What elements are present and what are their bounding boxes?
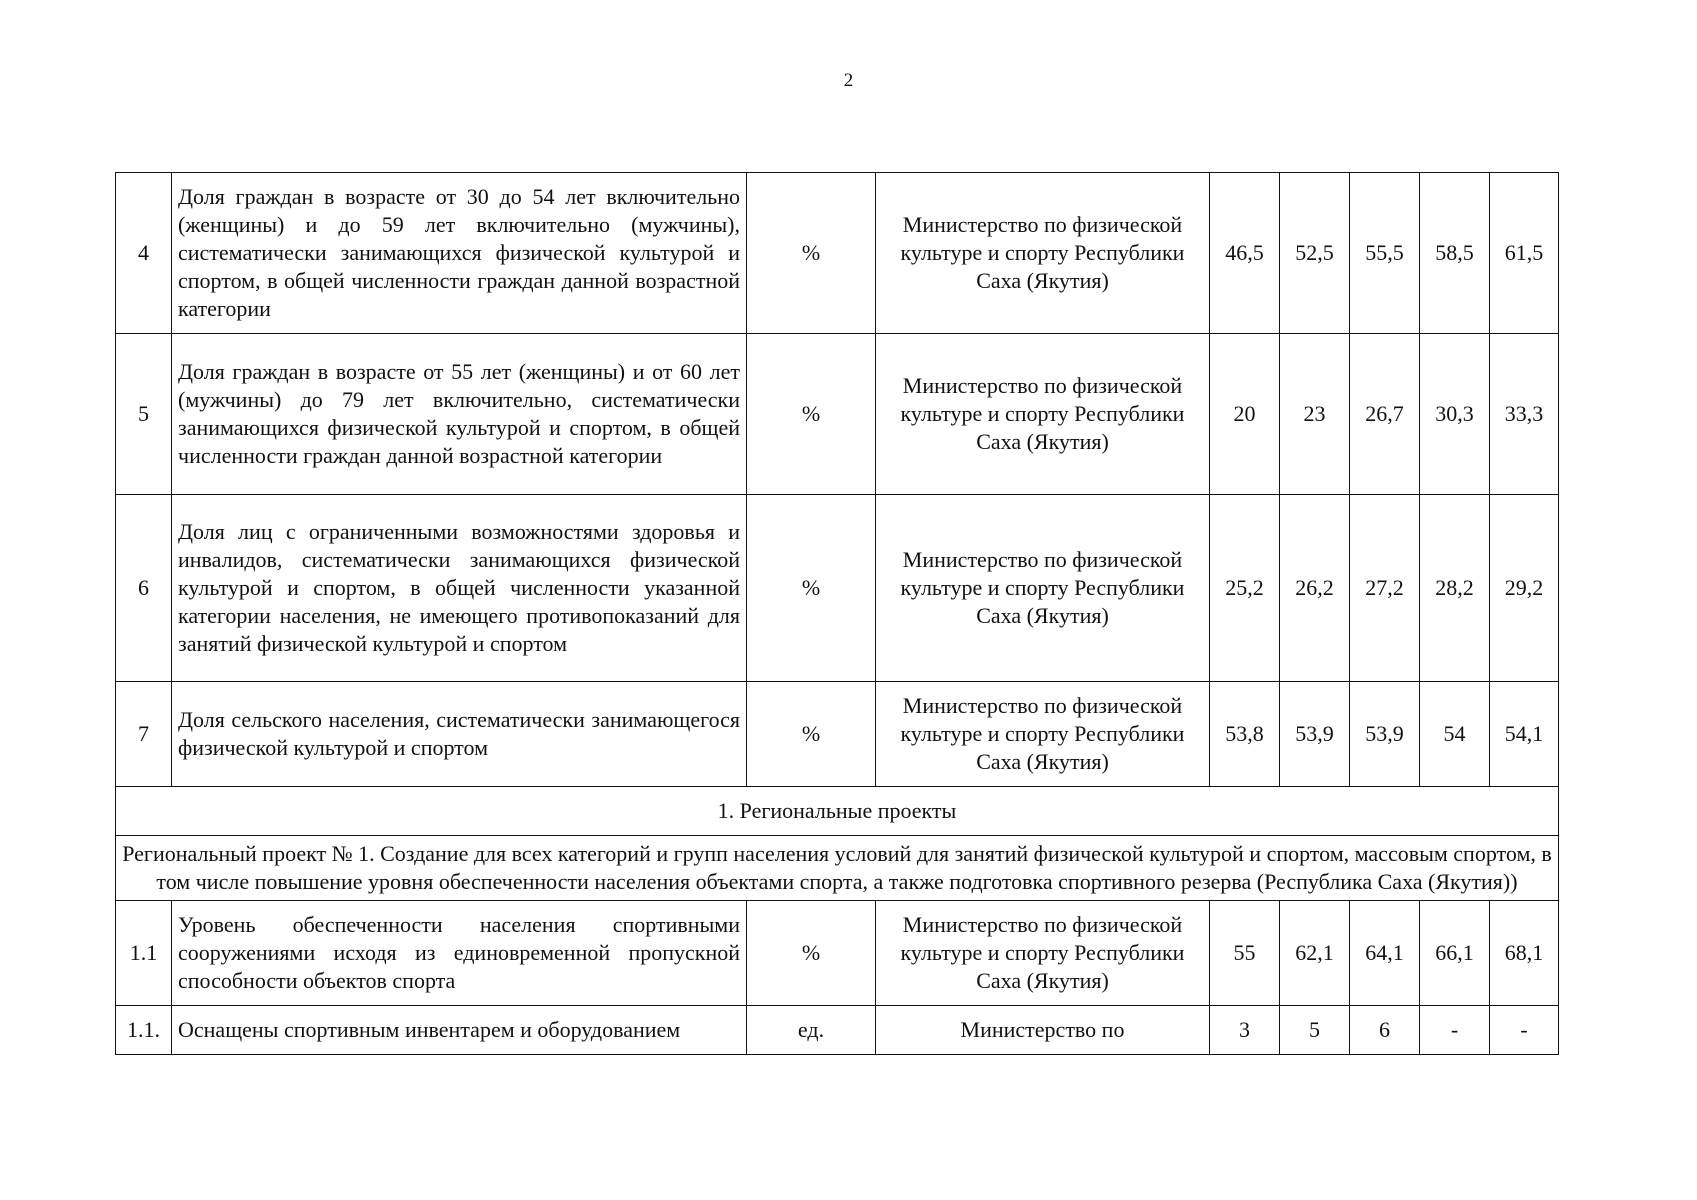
- table-row: [116, 495, 1559, 682]
- value-cell: 46,5: [1210, 173, 1280, 334]
- value-cell: 62,1: [1280, 901, 1350, 1006]
- table-row: [116, 1006, 1559, 1055]
- value-cell: 25,2: [1210, 495, 1280, 682]
- value-cell: -: [1490, 1006, 1559, 1055]
- unit-cell: %: [747, 495, 876, 682]
- value-cell: 53,8: [1210, 682, 1280, 787]
- table-row: [116, 682, 1559, 787]
- value-cell: 27,2: [1350, 495, 1420, 682]
- unit-cell: ед.: [747, 1006, 876, 1055]
- unit-cell: %: [747, 173, 876, 334]
- value-cell: 52,5: [1280, 173, 1350, 334]
- value-cell: 68,1: [1490, 901, 1559, 1006]
- indicator-name: Доля граждан в возрасте от 30 до 54 лет включительно (женщины) и до 59 лет включительно (мужчины), систематически занимающихся физической культурой и спортом, в общей численности граждан данной возрастной категории: [172, 173, 747, 334]
- row-number: 6: [116, 495, 172, 682]
- page-number: 2: [843, 70, 854, 91]
- row-number: 1.1: [116, 901, 172, 1006]
- row-number: 5: [116, 334, 172, 495]
- value-cell: 30,3: [1420, 334, 1490, 495]
- indicator-name: Уровень обеспеченности населения спортивными сооружениями исходя из единовременной пропускной способности объектов спорта: [172, 901, 747, 1006]
- indicator-name: Доля лиц с ограниченными возможностями здоровья и инвалидов, систематически занимающихся физической культурой и спортом, в общей численности указанной категории населения, не имеющего противопоказаний для занятий физической культурой и спортом: [172, 495, 747, 682]
- value-cell: 33,3: [1490, 334, 1559, 495]
- indicator-name: Оснащены спортивным инвентарем и оборудованием: [172, 1006, 747, 1055]
- value-cell: -: [1420, 1006, 1490, 1055]
- responsible-cell: Министерство по физической культуре и спорту Республики Саха (Якутия): [876, 682, 1210, 787]
- value-cell: 66,1: [1420, 901, 1490, 1006]
- value-cell: 55: [1210, 901, 1280, 1006]
- section-row: [116, 787, 1559, 836]
- table-row: [116, 334, 1559, 495]
- value-cell: 26,2: [1280, 495, 1350, 682]
- project-title: Региональный проект № 1. Создание для всех категорий и групп населения условий для занятий физической культурой и спортом, массовым спортом, в том числе повышение уровня обеспеченности населения объектами спорта, а также подготовка спортивного резерва (Республика Саха (Якутия)): [116, 836, 1559, 901]
- unit-cell: %: [747, 334, 876, 495]
- value-cell: 54: [1420, 682, 1490, 787]
- value-cell: 23: [1280, 334, 1350, 495]
- value-cell: 58,5: [1420, 173, 1490, 334]
- row-number: 4: [116, 173, 172, 334]
- indicator-name: Доля сельского населения, систематически занимающегося физической культурой и спортом: [172, 682, 747, 787]
- value-cell: 61,5: [1490, 173, 1559, 334]
- value-cell: 54,1: [1490, 682, 1559, 787]
- value-cell: 5: [1280, 1006, 1350, 1055]
- value-cell: 53,9: [1350, 682, 1420, 787]
- value-cell: 3: [1210, 1006, 1280, 1055]
- value-cell: 20: [1210, 334, 1280, 495]
- responsible-cell: Министерство по физической культуре и спорту Республики Саха (Якутия): [876, 173, 1210, 334]
- project-row: [116, 836, 1559, 901]
- value-cell: 29,2: [1490, 495, 1559, 682]
- row-number: 1.1.: [116, 1006, 172, 1055]
- responsible-cell: Министерство по физической культуре и спорту Республики Саха (Якутия): [876, 901, 1210, 1006]
- value-cell: 26,7: [1350, 334, 1420, 495]
- responsible-cell: Министерство по физической культуре и спорту Республики Саха (Якутия): [876, 334, 1210, 495]
- value-cell: 55,5: [1350, 173, 1420, 334]
- responsible-cell: Министерство по физической культуре и спорту Республики Саха (Якутия): [876, 495, 1210, 682]
- value-cell: 64,1: [1350, 901, 1420, 1006]
- indicators-table: [115, 172, 1559, 1055]
- section-title: 1. Региональные проекты: [116, 787, 1559, 836]
- table-row: [116, 901, 1559, 1006]
- value-cell: 6: [1350, 1006, 1420, 1055]
- value-cell: 28,2: [1420, 495, 1490, 682]
- table-row: [116, 173, 1559, 334]
- unit-cell: %: [747, 682, 876, 787]
- unit-cell: %: [747, 901, 876, 1006]
- indicator-name: Доля граждан в возрасте от 55 лет (женщины) и от 60 лет (мужчины) до 79 лет включительно, систематически занимающихся физической культурой и спортом, в общей численности граждан данной возрастной категории: [172, 334, 747, 495]
- value-cell: 53,9: [1280, 682, 1350, 787]
- row-number: 7: [116, 682, 172, 787]
- responsible-cell: Министерство по: [876, 1006, 1210, 1055]
